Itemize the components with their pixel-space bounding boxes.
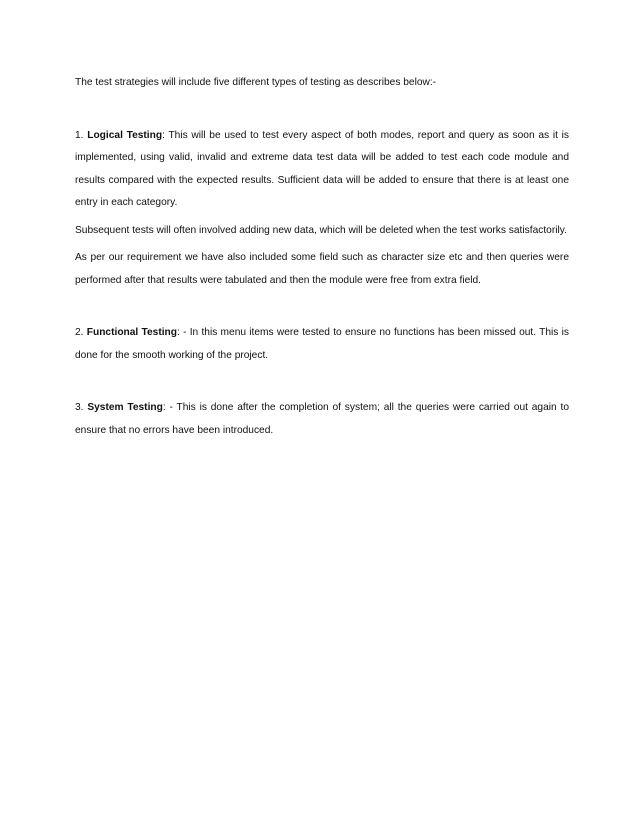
logical-testing-term: Logical Testing	[87, 129, 163, 141]
system-testing-number: 3.	[75, 402, 84, 413]
system-testing-text: : - This is done after the completion of system; all the queries were carried out again to ensure that no errors have been introduced.	[75, 402, 569, 436]
system-testing-paragraph	[75, 397, 569, 442]
functional-testing-term: Functional Testing	[86, 327, 177, 338]
functional-testing-text: : - In this menu items were tested to ensure no functions has been missed out. This is done for the smooth working of the project.	[75, 327, 569, 361]
logical-testing-number: 1.	[75, 129, 84, 141]
functional-testing-paragraph	[75, 322, 569, 367]
logical-testing-paragraph-2: Subsequent tests will often involved adding new data, which will be deleted when the test works satisfactorily.	[75, 224, 567, 236]
document-content	[75, 72, 569, 442]
system-testing-term: System Testing	[87, 402, 163, 413]
intro-paragraph: The test strategies will include five different types of testing as describes below:-	[75, 77, 437, 88]
logical-testing-text: : This will be used to test every aspect of both modes, report and query as soon as it is implemented, using valid, invalid and extreme data test data will be added to test each code module and results compared with the expected results. Sufficient data will be added to ensure that there is at least one entry in each category.	[75, 129, 569, 208]
logical-testing-paragraph	[75, 125, 569, 215]
functional-testing-number: 2.	[75, 327, 84, 338]
logical-testing-paragraph-3: As per our requirement we have also included some field such as character size etc and then queries were performed after that results were tabulated and then the module were free from extra field.	[75, 252, 569, 286]
